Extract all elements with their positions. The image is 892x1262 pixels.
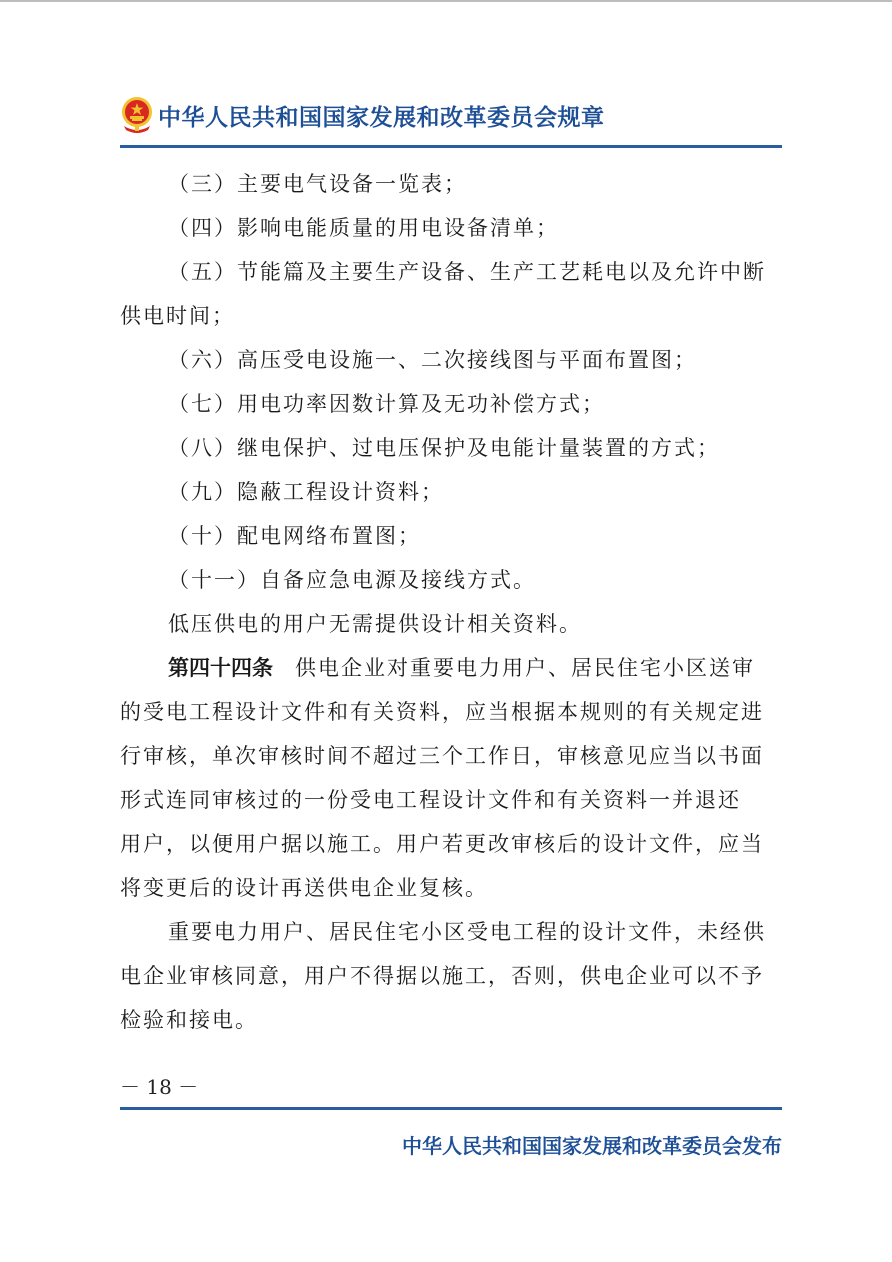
header-title: 中华人民共和国国家发展和改革委员会规章 [158, 105, 605, 131]
paragraph-line: 检验和接电。 [120, 1008, 258, 1032]
footer-publisher: 中华人民共和国国家发展和改革委员会发布 [402, 1134, 782, 1158]
paragraph-line: 重要电力用户、居民住宅小区受电工程的设计文件，未经供 [168, 920, 766, 944]
article-line: 行审核，单次审核时间不超过三个工作日，审核意见应当以书面 [120, 744, 764, 768]
list-item: （六）高压受电设施一、二次接线图与平面布置图； [168, 348, 697, 372]
list-item: （十一）自备应急电源及接线方式。 [168, 568, 536, 592]
article-first-line [120, 646, 782, 690]
document-body [120, 162, 782, 1042]
article-line: 用户，以便用户据以施工。用户若更改审核后的设计文件，应当 [120, 832, 764, 856]
list-item: （五）节能篇及主要生产设备、生产工艺耗电以及允许中断 [168, 260, 766, 284]
list-item: （三）主要电气设备一览表； [168, 172, 467, 196]
national-emblem-icon [120, 96, 154, 134]
list-item: （四）影响电能质量的用电设备清单； [168, 216, 559, 240]
article-number: 第四十四条 [168, 656, 273, 680]
page-top-edge [0, 0, 892, 2]
page-number: － 18 － [120, 1075, 199, 1099]
paragraph-line: 低压供电的用户无需提供设计相关资料。 [168, 612, 582, 636]
header-divider [120, 145, 782, 148]
list-item: （七）用电功率因数计算及无功补偿方式； [168, 392, 605, 416]
list-item-continuation: 供电时间； [120, 304, 235, 328]
article-text: 供电企业对重要电力用户、居民住宅小区送审 [295, 656, 755, 680]
paragraph-line: 电企业审核同意，用户不得据以施工，否则，供电企业可以不予 [120, 964, 764, 988]
article-line: 的受电工程设计文件和有关资料，应当根据本规则的有关规定进 [120, 700, 764, 724]
article-line: 形式连同审核过的一份受电工程设计文件和有关资料一并退还 [120, 788, 741, 812]
list-item: （九）隐蔽工程设计资料； [168, 480, 444, 504]
list-item: （八）继电保护、过电压保护及电能计量装置的方式； [168, 436, 720, 460]
footer-divider [120, 1107, 782, 1110]
list-item: （十）配电网络布置图； [168, 524, 421, 548]
article-line: 将变更后的设计再送供电企业复核。 [120, 876, 488, 900]
page-header [120, 96, 782, 136]
